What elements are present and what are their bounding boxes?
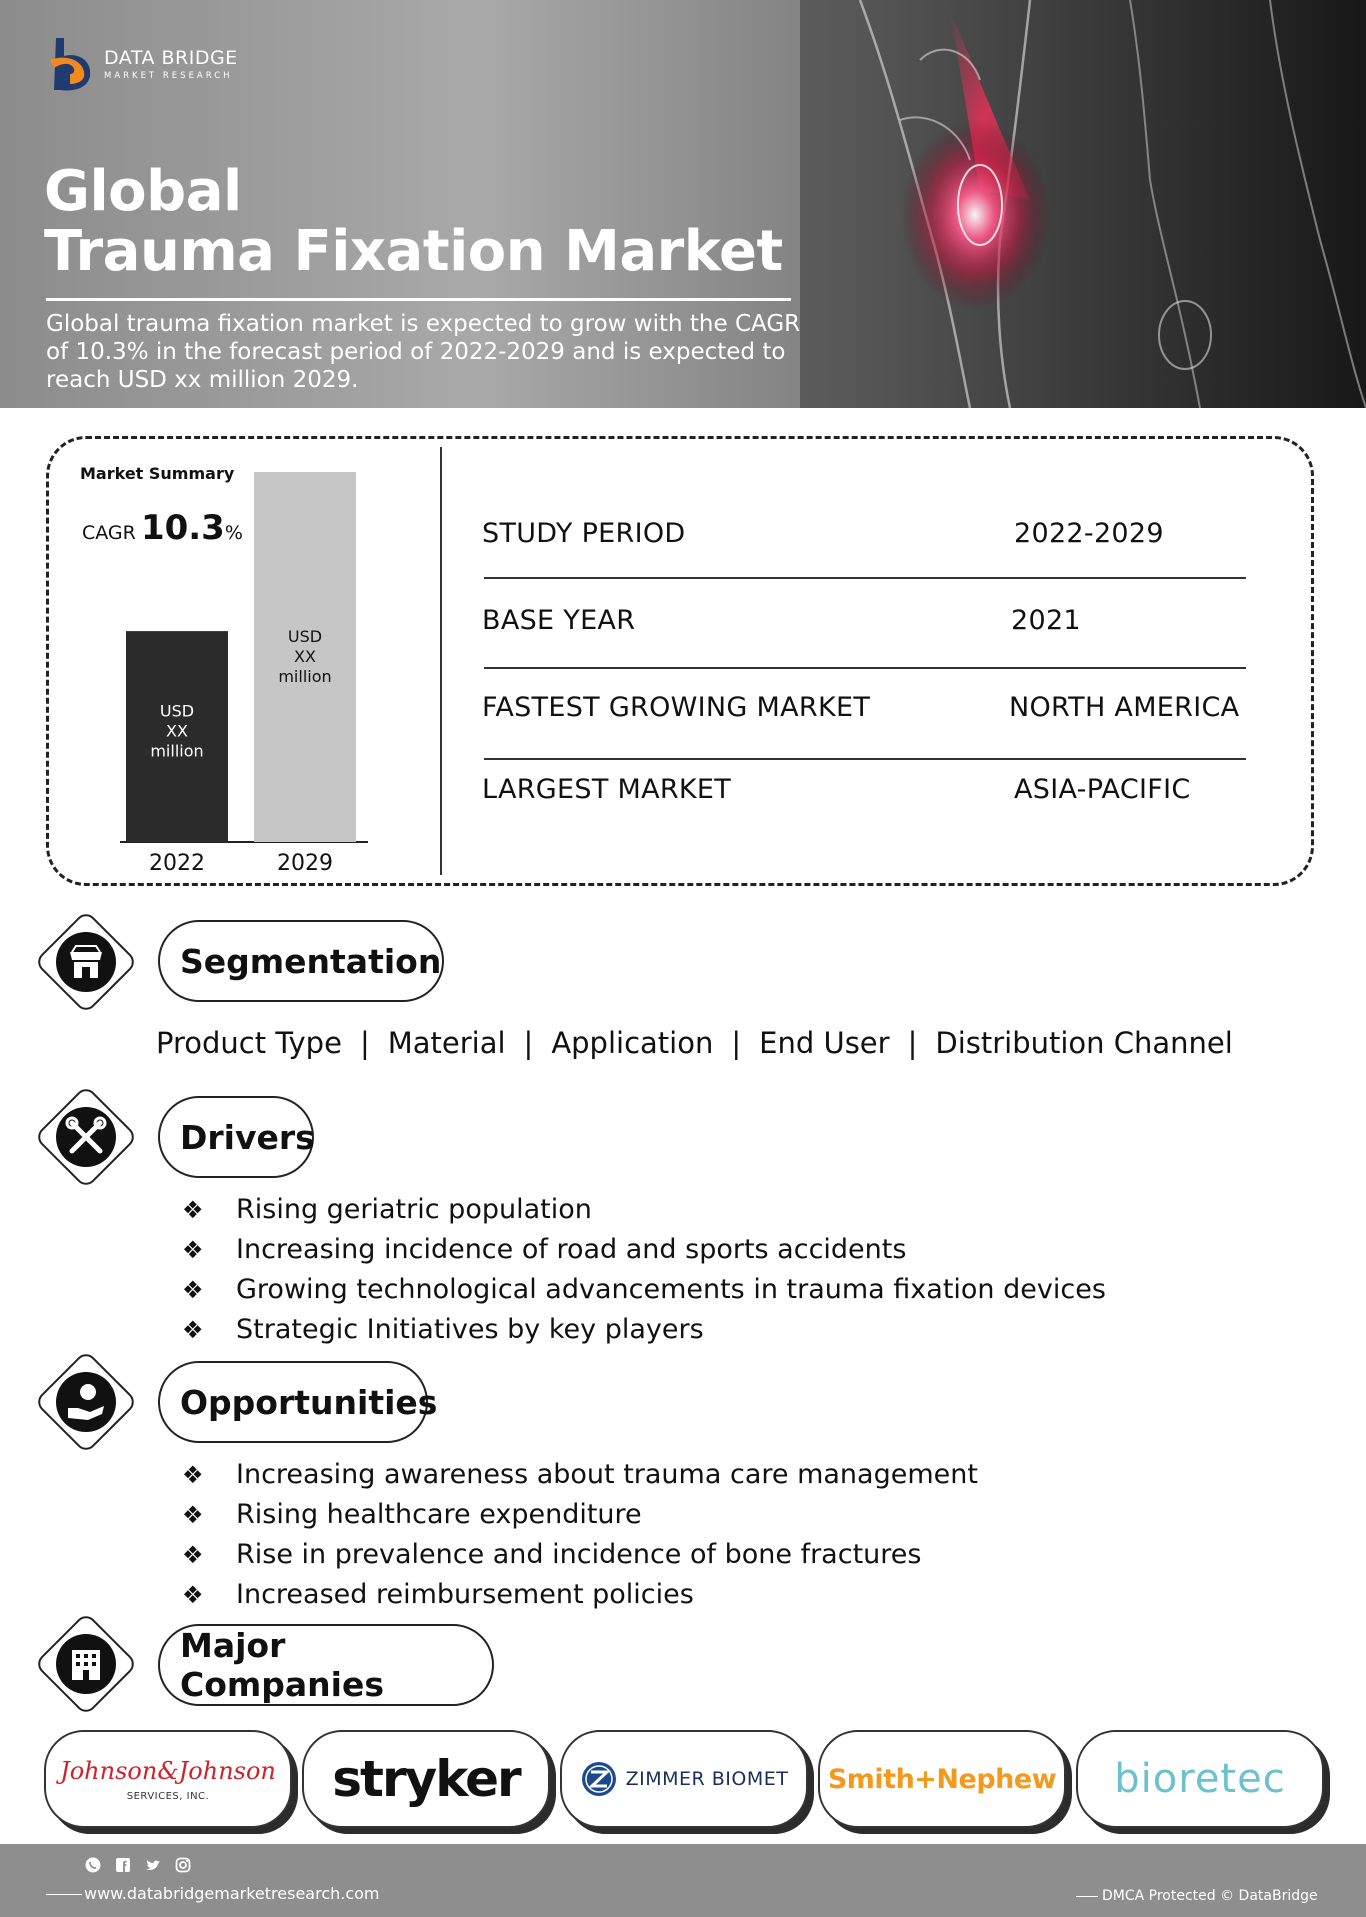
- bullet-icon: ❖: [182, 1276, 204, 1304]
- info-row-base-year: [482, 605, 1262, 665]
- segment-item: Product Type: [156, 1026, 342, 1060]
- segmentation-list: [156, 1026, 1233, 1060]
- opportunity-text: Increasing awareness about trauma care management: [236, 1459, 978, 1490]
- info-key: LARGEST MARKET: [482, 774, 732, 805]
- list-item: [182, 1455, 978, 1495]
- company-subtitle: SERVICES, INC.: [126, 1790, 210, 1802]
- info-key: FASTEST GROWING MARKET: [482, 692, 871, 723]
- driver-text: Rising geriatric population: [236, 1194, 592, 1225]
- market-summary-label: Market Summary: [80, 464, 235, 483]
- bullet-icon: ❖: [182, 1501, 204, 1529]
- company-name: ZIMMER BIOMET: [625, 1768, 789, 1790]
- footer-divider: [46, 1894, 82, 1895]
- bar-value-label: million: [278, 667, 332, 686]
- opportunities-list: [182, 1455, 978, 1615]
- segment-separator: |: [359, 1026, 370, 1060]
- footer-divider: [1076, 1896, 1098, 1897]
- bar-value-label: USD: [159, 701, 195, 721]
- hero-banner: [0, 0, 1366, 408]
- bullet-icon: ❖: [182, 1541, 204, 1569]
- title-divider: [46, 298, 791, 301]
- info-value: 2022-2029: [1014, 518, 1164, 549]
- company-logo-bioretec[interactable]: [1076, 1730, 1324, 1828]
- company-logo-stryker[interactable]: [302, 1730, 550, 1828]
- facebook-icon[interactable]: [114, 1856, 132, 1874]
- x-tick-label: 2029: [277, 851, 333, 876]
- footer: [0, 1844, 1366, 1917]
- zimmer-z-icon: [580, 1760, 618, 1798]
- opportunity-text: Increased reimbursement policies: [236, 1579, 694, 1610]
- drivers-list: [182, 1190, 1106, 1350]
- market-summary-chart: [70, 458, 390, 878]
- page-title: [44, 159, 783, 284]
- company-name: stryker: [332, 1750, 520, 1808]
- info-divider: [484, 758, 1246, 760]
- segment-separator: |: [731, 1026, 742, 1060]
- page-subtitle: Global trauma fixation market is expected to grow with the CAGR of 10.3% in the forecast period of 2022-2029 and is expected to reach USD xx million 2029.: [46, 311, 801, 393]
- website-link[interactable]: www.databridgemarketresearch.com: [84, 1884, 380, 1903]
- building-icon: [34, 1612, 138, 1716]
- company-logo-smith-nephew[interactable]: [818, 1730, 1066, 1828]
- info-key: BASE YEAR: [482, 605, 636, 636]
- list-item: [182, 1535, 978, 1575]
- segment-item: Distribution Channel: [935, 1026, 1233, 1060]
- brand-tagline: MARKET RESEARCH: [104, 71, 233, 81]
- cagr-unit: %: [224, 522, 243, 544]
- company-logo-johnson-johnson[interactable]: [44, 1730, 292, 1828]
- list-item: [182, 1310, 1106, 1350]
- driver-text: Increasing incidence of road and sports accidents: [236, 1234, 907, 1265]
- segment-item: Application: [551, 1026, 714, 1060]
- list-item: [182, 1495, 978, 1535]
- list-item: [182, 1575, 978, 1615]
- list-item: [182, 1230, 1106, 1270]
- opportunity-text: Rising healthcare expenditure: [236, 1499, 642, 1530]
- bar-value-label: XX: [166, 721, 188, 741]
- drivers-heading: Drivers: [158, 1096, 314, 1178]
- cagr-label: CAGR: [82, 522, 136, 544]
- company-name: Smith+Nephew: [827, 1763, 1057, 1795]
- company-name: Johnson&Johnson: [60, 1756, 276, 1785]
- tools-icon: [34, 1085, 138, 1189]
- title-line-1: Global: [44, 159, 242, 224]
- segmentation-heading: Segmentation: [158, 920, 444, 1002]
- info-value: ASIA-PACIFIC: [1014, 774, 1191, 805]
- bullet-icon: ❖: [182, 1316, 204, 1344]
- bar-value-label: USD: [287, 627, 323, 646]
- opportunities-heading: Opportunities: [158, 1361, 428, 1443]
- major-companies-heading: Major Companies: [158, 1624, 494, 1706]
- info-row-largest-market: [482, 774, 1262, 834]
- bar-value-label: million: [150, 741, 204, 761]
- summary-divider: [440, 447, 442, 875]
- knee-xray-illustration: [800, 0, 1366, 408]
- driver-text: Growing technological advancements in trauma fixation devices: [236, 1274, 1106, 1305]
- driver-text: Strategic Initiatives by key players: [236, 1314, 704, 1345]
- info-divider: [484, 667, 1246, 669]
- opportunity-text: Rise in prevalence and incidence of bone fractures: [236, 1539, 922, 1570]
- info-key: STUDY PERIOD: [482, 518, 686, 549]
- info-row-study-period: [482, 518, 1262, 578]
- hand-coin-icon: [34, 1350, 138, 1454]
- info-value: 2021: [1011, 605, 1081, 636]
- company-logo-zimmer-biomet[interactable]: [560, 1730, 808, 1828]
- info-divider: [484, 577, 1246, 579]
- segment-separator: |: [907, 1026, 918, 1060]
- info-value: NORTH AMERICA: [1009, 692, 1240, 723]
- segment-item: Material: [387, 1026, 506, 1060]
- brand-name: DATA BRIDGE: [104, 47, 238, 69]
- brand-logo[interactable]: [46, 34, 238, 94]
- instagram-icon[interactable]: [174, 1856, 192, 1874]
- list-item: [182, 1190, 1106, 1230]
- twitter-icon[interactable]: [144, 1856, 162, 1874]
- dmca-notice: DMCA Protected © DataBridge: [1102, 1888, 1318, 1904]
- bullet-icon: ❖: [182, 1236, 204, 1264]
- whatsapp-icon[interactable]: [84, 1856, 102, 1874]
- shop-icon: [34, 910, 138, 1014]
- cagr-readout: [82, 508, 243, 548]
- bullet-icon: ❖: [182, 1461, 204, 1489]
- segment-separator: |: [523, 1026, 534, 1060]
- segment-item: End User: [759, 1026, 890, 1060]
- bullet-icon: ❖: [182, 1581, 204, 1609]
- cagr-value: 10.3: [140, 508, 225, 548]
- logo-icon: [46, 34, 96, 94]
- company-name: bioretec: [1114, 1756, 1286, 1802]
- social-links: [84, 1856, 192, 1874]
- x-tick-label: 2022: [149, 851, 205, 876]
- bullet-icon: ❖: [182, 1196, 204, 1224]
- title-line-2: Trauma Fixation Market: [44, 219, 783, 284]
- info-row-fastest-growing: [482, 692, 1262, 752]
- bar-value-label: XX: [294, 647, 316, 666]
- list-item: [182, 1270, 1106, 1310]
